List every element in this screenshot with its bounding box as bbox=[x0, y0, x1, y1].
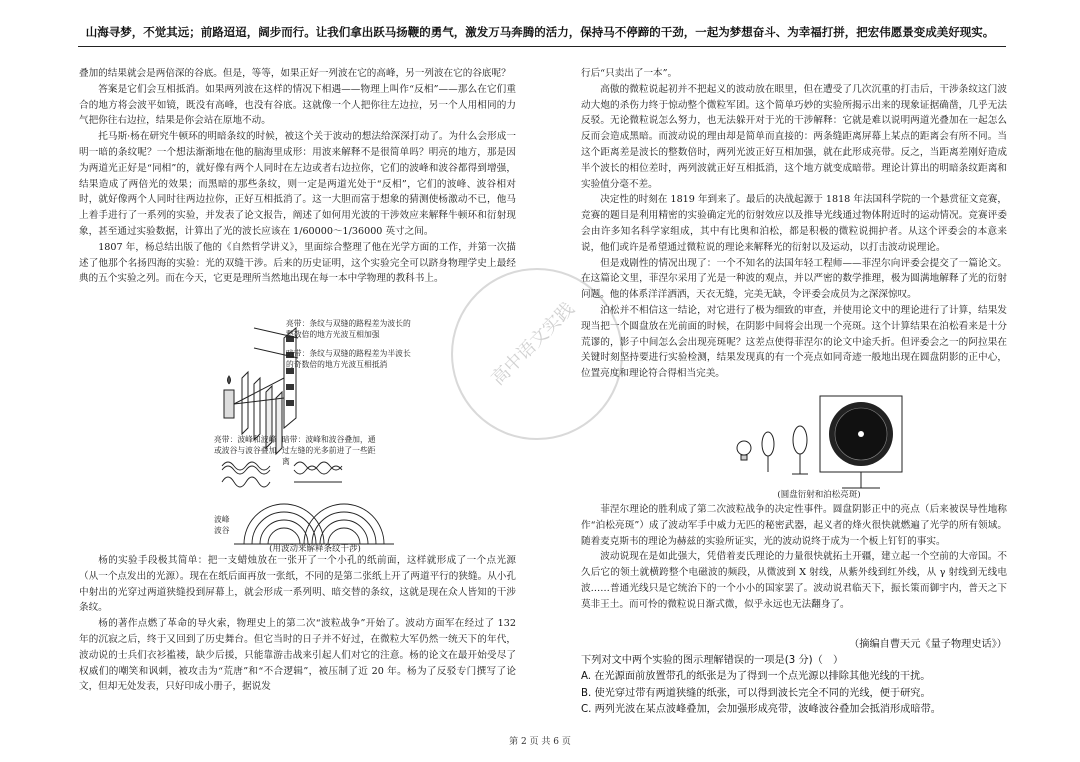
peak-label: 波峰 bbox=[214, 515, 230, 524]
bright-band-label: 亮带：条纹与双缝的路程差为波长的整数倍的地方光波互相加强 bbox=[286, 319, 411, 339]
disk-diffraction-diagram bbox=[724, 392, 914, 498]
paragraph: 1807 年，杨总结出版了他的《自然哲学讲义》，里面综合整理了他在光学方面的工作，并第一次描述了他那个名扬四海的实验：光的双缝干涉。后来的历史证明，这个实验完全可以跻身物理学史上最经典的五个实验之列。而在今天，它更是理所当然地出现在每一本中学物理的教科书上。 bbox=[79, 241, 516, 285]
paragraph: 菲涅尔理论的胜利成了第二次波粒战争的决定性事件。圆盘阴影正中的亮点（后来被误导性地称作“泊松亮斑”）成了波动军手中威力无匹的秘密武器，起义者的烽火很快就燃遍了光学的所有领域。随着麦克斯韦的理论为赫兹的实验所证实，光的波动说终于成为一个板上钉钉的事实。 bbox=[581, 504, 1007, 547]
source-citation: （摘编自曹天元《量子物理史话》） bbox=[849, 639, 1007, 650]
dark-band-note: 暗带：波峰和波谷叠加，通过左缝的光多前进了一些距离 bbox=[282, 435, 376, 466]
paragraph: 叠加的结果就会是两倍深的谷底。但是，等等，如果正好一列波在它的高峰，另一列波在它的谷底呢？ bbox=[79, 68, 511, 79]
paragraph: 行后“只卖出了一本”。 bbox=[581, 68, 678, 79]
paragraph: 杨的著作点燃了革命的导火索，物理史上的第二次“波粒战争”开始了。波动方面军在经过了 132 年的沉寂之后，终于又回到了历史舞台。但它当时的日子并不好过，在微粒大军仍然一统天下的年代，波动说的士兵们衣衫褴褛，缺少后援，只能靠游击战来引起人们对它的注意。杨的论文在最开始受尽了权威们的嘲笑和讽刺，被攻击为“荒唐”和“不合逻辑”，被压制了近 20 年。杨为了反驳专门撰写了论文，但却无处发表，只好印成小册子，据说发 bbox=[79, 618, 516, 693]
right-figure-caption: (圆盘衍射和泊松亮斑) bbox=[777, 490, 861, 500]
poisson-spot-figure bbox=[724, 392, 914, 498]
paragraph: 决定性的时刻在 1819 年到来了。最后的决战起源于 1818 年法国科学院的一个悬赏征文竞赛，竞赛的题目是利用精密的实验确定光的衍射效应以及推导光线通过物体附近时的运动情况。竞赛评委会由许多知名科学家组成，其中有比奥和泊松，都是积极的微粒说拥护者。从这个评委会的本意来说，他们或许是希望通过微粒说的理论来解释光的衍射以及运动，以打击波动说理论。 bbox=[581, 194, 1007, 253]
question-block bbox=[581, 637, 1007, 718]
paragraph: 杨的实验手段极其简单：把一支蜡烛放在一张开了一个小孔的纸前面，这样就形成了一个点光源（从一个点发出的光源）。现在在纸后面再放一张纸，不同的是第二张纸上开了两道平行的狭缝。从小孔中射出的光穿过两道狭缝投到屏幕上，就会形成一系列明、暗交替的条纹，这就是现在众人皆知的干涉条纹。 bbox=[79, 555, 516, 614]
right-column bbox=[581, 66, 1007, 382]
candle-icon bbox=[224, 390, 234, 418]
paragraph: 但是戏剧性的情况出现了：一个不知名的法国年轻工程师——菲涅尔向评委会提交了一篇论文。在这篇论文里，菲涅尔采用了光是一种波的观点，并以严密的数学推理，极为圆满地解释了光的衍射问题。他的体系洋洋洒洒，天衣无缝，完美无缺，令评委会成员为之深深惊叹。 bbox=[581, 257, 1007, 301]
double-slit-figure bbox=[214, 318, 416, 554]
question-stem: 下列对文中两个实验的图示理解错误的一项是(3 分)（ ） bbox=[581, 655, 844, 667]
dark-band-label: 暗带：条纹与双缝的路程差为半波长的奇数倍的地方光波互相抵消 bbox=[286, 349, 411, 369]
header-rule bbox=[78, 46, 1006, 47]
paragraph: 答案是它们会互相抵消。如果两列波在这样的情况下相遇——物理上叫作“反相”——那么在它们重合的地方将会波平如镜，既没有高峰，也没有谷底。这就像一个人把你往左边拉，另一个人用相同的力气把你往右边拉，结果是你会站在原地不动。 bbox=[79, 83, 516, 127]
bright-band-note: 亮带：波峰和波峰或波谷与波谷叠加 bbox=[214, 435, 277, 455]
lamp-icon bbox=[737, 441, 751, 455]
paragraph: 托马斯·杨在研究牛顿环的明暗条纹的时候，被这个关于波动的想法给深深打动了。为什么会形成一明一暗的条纹呢？一个想法渐渐地在他的脑海里成形：用波来解释不是很简单吗？明亮的地方，那是因为两道光正好是“同相”的，就好像有两个人同时在左边或者右边拉你，它们的波峰和波谷都得到增强，结果造成了两倍光的效果；而黑暗的那些条纹，则一定是两道光处于“反相”，它们的波峰、波谷相对时，就好像两个人同时往两边拉你，正好互相抵消了。这一大胆而富于想象的猜测使杨激动不已，他马上着手进行了一系列的实验，并发表了论文报告，阐述了如何用光波的干涉效应来解释牛顿环和衍射现象，甚至通过实验数据，计算出了光的波长应该在 1/60000～1/36000 英寸之间。 bbox=[79, 131, 516, 237]
watermark-text: 高中语文实践 bbox=[487, 298, 579, 390]
left-column bbox=[79, 66, 516, 287]
option-a: A. 在光源面前放置带孔的纸张是为了得到一个点光源以排除其他光线的干扰。 bbox=[581, 671, 931, 683]
paragraph: 高傲的微粒说起初并不把起义的波动放在眼里，但在遭受了几次沉重的打击后，干涉条纹这门波动大炮的杀伤力终于惊动整个微粒军团。这个简单巧妙的实验所揭示出来的现象证据确凿，几乎无法反驳。无论微粒说怎么努力，也无法躲开对于光的干涉解释：它就是难以说明两道光叠加在一起怎么反而会造成黑暗。而波动说的理由却是简单而直接的：两条缝距离屏幕上某点的距离会有所不同。当这个距离差是波长的整数倍时，两列光波正好互相加强，就在此形成亮带。反之，当距离差刚好造成半个波长的相位差时，两列波就正好互相抵消，这个地方就变成暗带。理论计算出的明暗条纹距离和实验值分毫不差。 bbox=[581, 83, 1007, 190]
paragraph: 波动说现在是如此强大，凭借着麦氏理论的力量很快就拓土开疆，建立起一个空前的大帝国。不久后它的领土就横跨整个电磁波的频段，从微波到 X 射线，从紫外线到红外线，从 γ 射线到无线电波……普通光线只是它统治下的一个小小的国家罢了。波动说君临天下，振长策而御宇内，普天之下莫非王土。而可怜的微粒说日渐式微，似乎永远也无法翻身了。 bbox=[581, 551, 1007, 610]
left-figure-caption: (用波动来解释条纹干涉) bbox=[269, 544, 361, 554]
option-c: C. 两列光波在某点波峰叠加，会加强形成亮带，波峰波谷叠加会抵消形成暗带。 bbox=[581, 703, 941, 715]
option-b: B. 使光穿过带有两道狭缝的纸张，可以得到波长完全不同的光线，便于研究。 bbox=[581, 687, 931, 699]
trough-label: 波谷 bbox=[214, 526, 230, 535]
motto-banner: 山海寻梦，不觉其远；前路迢迢，阔步而行。让我们拿出跃马扬鞭的勇气，激发万马奔腾的活力，保持马不停蹄的干劲，一起为梦想奋斗、为幸福打拼，把宏伟愿景变成美好现实。 bbox=[85, 25, 995, 39]
page-number: 第 2 页 共 6 页 bbox=[509, 737, 571, 747]
paragraph: 泊松并不相信这一结论，对它进行了极为细致的审查，并使用论文中的理论进行了计算，结果发现当把一个圆盘放在光前面的时候，在阴影中间将会出现一个亮斑。这个计算结果在泊松看来是十分荒谬的，影子中间怎么会出现亮斑呢？这差点使得菲涅尔的论文中途夭折。但评委会之一的阿拉果在关键时刻坚持要进行实验检测，结果发现真的有一个亮点如同奇迹一般地出现在圆盘阴影的正中心，位置亮度和理论符合得相当完美。 bbox=[581, 304, 1007, 380]
right-column-continued bbox=[581, 502, 1007, 613]
left-column-continued bbox=[79, 553, 516, 695]
